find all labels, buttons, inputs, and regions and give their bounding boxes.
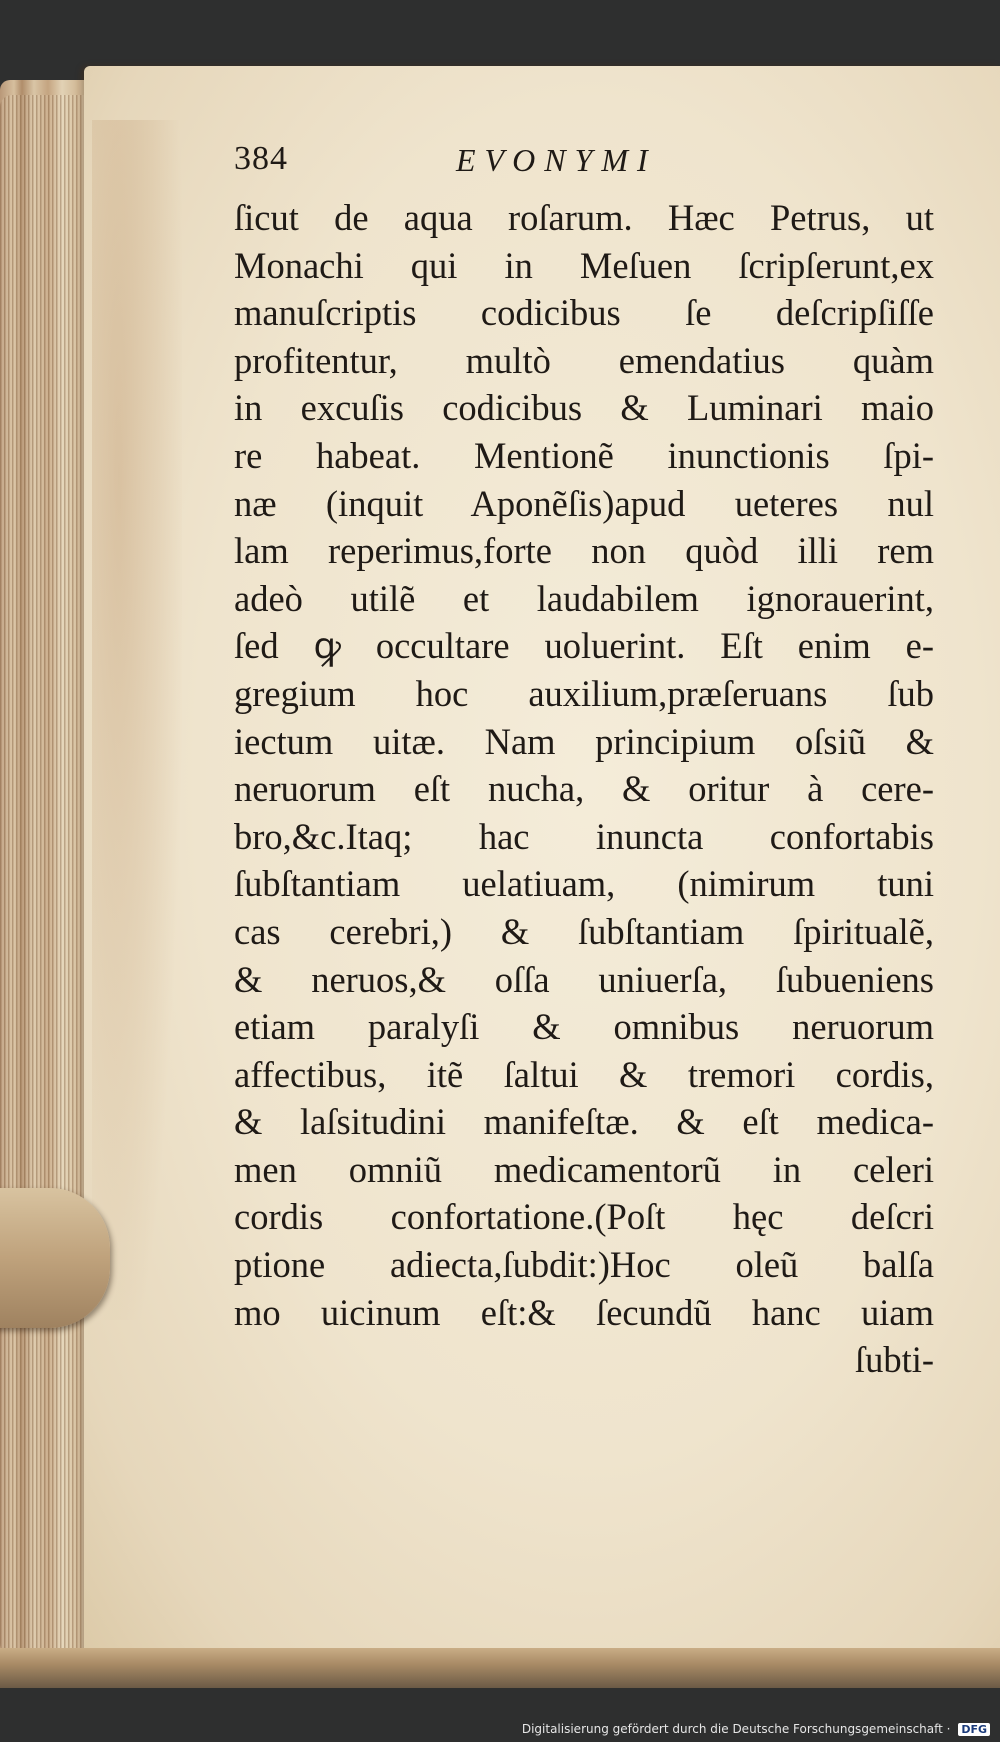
digitization-credit [522,1722,990,1736]
text-line: næ (inquit Aponẽſis)apud ueteres nul [234,482,934,524]
stacked-page-edges [0,95,92,1655]
text-line: re habeat. Mentionẽ inunctionis ſpi- [234,434,934,476]
running-head: EVONYMI [456,142,657,178]
bottom-page-edge [0,1648,1000,1688]
text-line: cas cerebri,) & ſubſtantiam ſpiritualẽ, [234,910,934,952]
text-line: & laſsitudini manifeſtæ. & eſt medica- [234,1101,934,1143]
text-line: neruorum eſt nucha, & oritur à cere- [234,768,934,810]
text-line: mo uicinum eſt:& ſecundũ hanc uiam [234,1291,934,1333]
text-line: ſubſtantiam uelatiuam, (nimirum tuni [234,863,934,905]
text-line: cordis confortatione.(Poſt hęc deſcri [234,1196,934,1238]
text-line: Monachi qui in Meſuen ſcripſerunt,ex [234,244,934,286]
text-line: etiam paralyſi & omnibus neruorum [234,1006,934,1048]
catchword: ſubti- [854,1339,934,1381]
credit-text: Digitalisierung gefördert durch die Deutsche Forschungsgemeinschaft · [521,1722,951,1736]
bookmark-tab [0,1188,110,1328]
text-line: manuſcriptis codicibus ſe deſcripſiſſe [234,292,934,334]
text-line: adeò utilẽ et laudabilem ignorauerint, [234,577,934,619]
text-line: gregium hoc auxilium,præſeruans ſub [234,672,934,714]
page-number: 384 [234,140,288,177]
dfg-logo: DFG [958,1723,990,1736]
page-header [234,140,934,194]
text-line: affectibus, itẽ ſaltui & tremori cordis, [234,1053,934,1095]
text-line: iectum uitæ. Nam principium oſsiũ & [234,720,934,762]
text-line: ptione adiecta,ſubdit:)Hoc oleũ balſa [234,1244,934,1286]
body-text [234,194,934,1384]
text-line: lam reperimus,forte non quòd illi rem [234,530,934,572]
text-line: ſicut de aqua roſarum. Hæc Petrus, ut [234,197,934,238]
text-line: ſed ꝙ occultare uoluerint. Eſt enim e- [234,625,934,667]
text-line: in excuſis codicibus & Luminari maio [234,387,934,429]
text-line: profitentur, multò emendatius quàm [234,339,934,381]
page-text-block [234,140,934,1384]
text-line: bro,&c.Itaq; hac inuncta confortabis [234,815,934,857]
text-line: men omniũ medicamentorũ in celeri [234,1148,934,1190]
text-line: & neruos,& oſſa uniuerſa, ſubueniens [234,958,934,1000]
